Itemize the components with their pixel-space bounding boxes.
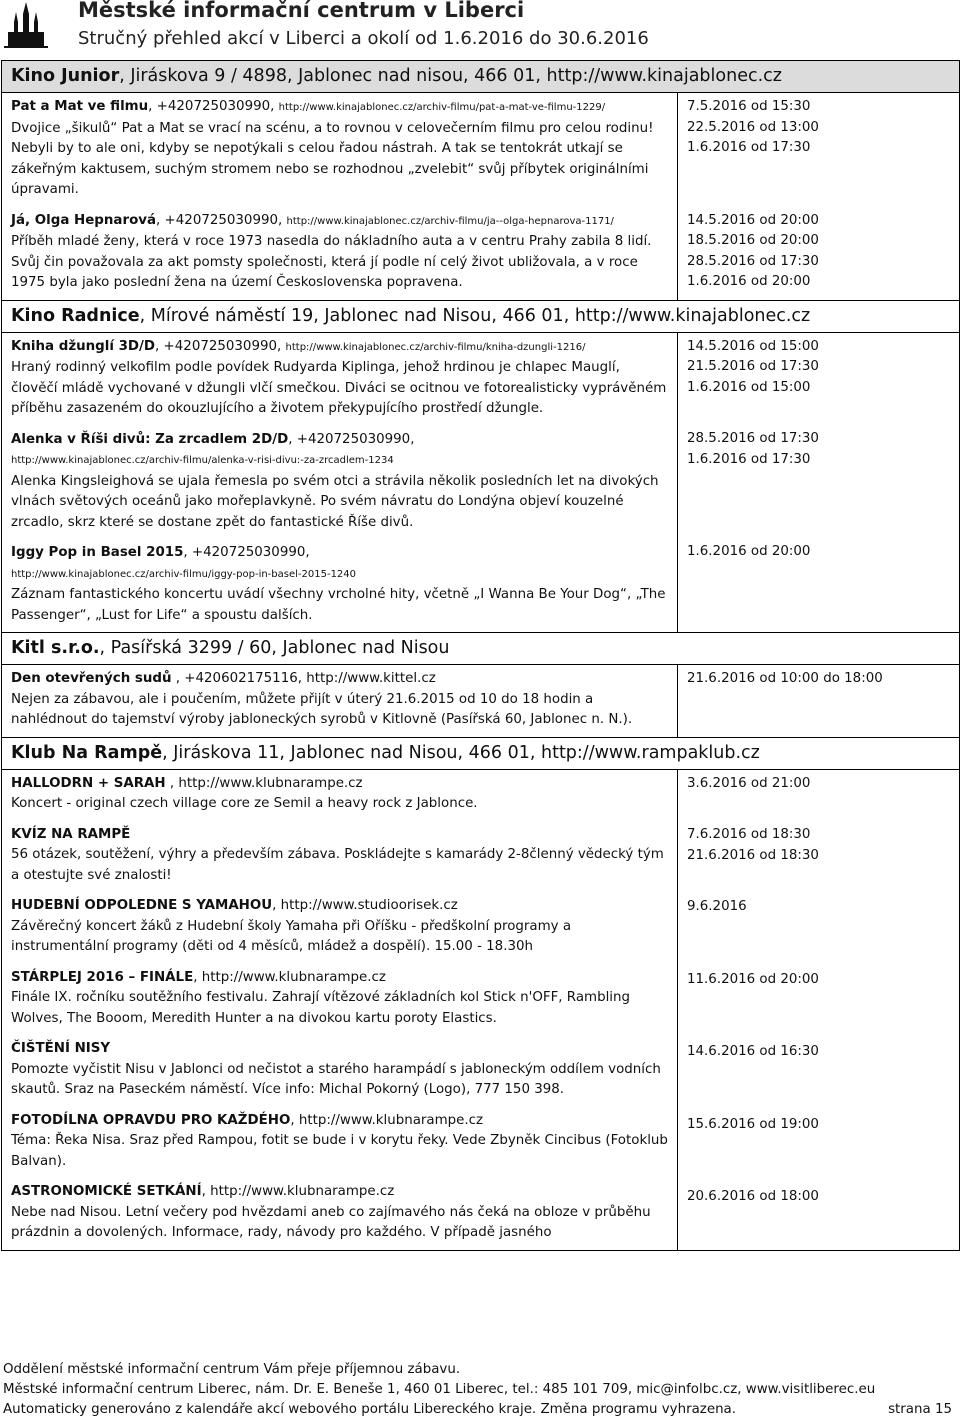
event-description: Koncert - original czech village core ze Semil a heavy rock z Jablonce. (11, 796, 478, 811)
event-link[interactable]: http://www.kinajablonec.cz/archiv-filmu/ja--olga-hepnarova-1171/ (286, 215, 614, 227)
event-description: Téma: Řeka Nisa. Sraz před Rampou, fotit se bude i v korytu řeky. Vede Zbyněk Cincibus (Fotoklub Balvan). (11, 1133, 668, 1169)
event-date: 1.6.2016 od 17:30 (687, 451, 811, 467)
event-contact: , http://www.klubnarampe.cz (290, 1112, 484, 1128)
city-hall-logo-icon (4, 2, 48, 48)
event-date: 28.5.2016 od 17:30 (687, 431, 819, 446)
event-name: KVÍZ NA RAMPĚ (11, 826, 131, 842)
event-contact: , http://www.studioorisek.cz (272, 898, 458, 913)
event-name: HUDEBNÍ ODPOLEDNE S YAMAHOU (11, 898, 273, 913)
venue-name: Kino Radnice (11, 305, 140, 326)
event-date: 7.6.2016 od 18:30 (687, 827, 811, 842)
event-item (11, 896, 669, 958)
event-name: Iggy Pop in Basel 2015 (11, 545, 184, 560)
event-date: 18.5.2016 od 20:00 (687, 233, 819, 248)
event-dates (687, 897, 959, 918)
event-item (11, 211, 669, 294)
event-description: Nejen za zábavou, ale i poučením, můžete přijít v úterý 21.6.2015 od 10 do 18 hodin a nahlédnout do tajemství výroby jabloneckých syrobů v Kitlovně (Pasířská 60, Jablonec n. N.). (11, 691, 633, 727)
event-link[interactable]: http://www.kinajablonec.cz/archiv-filmu/pat-a-mat-ve-filmu-1229/ (278, 102, 606, 113)
venue-header (2, 738, 959, 770)
event-link[interactable]: http://www.kinajablonec.cz/archiv-filmu/alenka-v-risi-divu:-za-zrcadlem-1234 (11, 455, 394, 466)
event-date: 9.6.2016 (687, 899, 747, 914)
venue-events-row (2, 665, 959, 738)
venue-address: , Jiráskova 11, Jablonec nad Nisou, 466 01, http://www.rampaklub.cz (162, 742, 760, 763)
venue-address: , Pasířská 3299 / 60, Jablonec nad Nisou (99, 638, 450, 658)
event-name: ČIŠTĚNÍ NISY (11, 1041, 111, 1056)
event-description: Příběh mladé ženy, která v roce 1973 nasedla do nákladního auta a v centru Prahy zabila 8 lidí. Svůj čin považovala za akt pomsty společnosti, která jí podle ní celý život ubližovala, a v roce 1975 byla jako poslední žena na území Československa popravena. (11, 234, 652, 290)
event-date: 14.6.2016 od 16:30 (687, 1044, 819, 1059)
event-item (11, 337, 669, 420)
page-number: strana 15 (888, 1402, 952, 1417)
page-footer (3, 1360, 958, 1420)
event-description: Pomozte vyčistit Nisu v Jablonci od nečistot a starého harampádí s jabloneckým oddílem vodních skautů. Sraz na Paseckém náměstí. Více info: Michal Pokorný (Logo), 777 150 398. (11, 1061, 661, 1097)
event-contact: , +420725030990, (156, 212, 287, 228)
venue-header (2, 61, 959, 93)
events-table (1, 60, 960, 1251)
event-date: 1.6.2016 od 20:00 (687, 544, 811, 559)
event-date: 1.6.2016 od 20:00 (687, 274, 811, 289)
event-contact: , http://www.klubnarampe.cz (193, 969, 386, 985)
event-dates (687, 825, 959, 866)
event-name: Den otevřených sudů (11, 671, 172, 686)
event-date: 28.5.2016 od 17:30 (687, 253, 819, 269)
event-name: Pat a Mat ve filmu (11, 99, 149, 114)
event-item (11, 1111, 669, 1173)
venue-name: Klub Na Rampě (11, 742, 163, 763)
event-name: Kniha džunglí 3D/D (11, 338, 156, 354)
event-description: Závěrečný koncert žáků z Hudební školy Yamaha při Oříšku - předškolní programy a instrumentální programy (děti od 4 měsíců, mládež a dospělí). 15.00 - 18.30h (11, 918, 572, 954)
event-dates (687, 970, 959, 991)
event-dates (687, 97, 959, 159)
event-date: 7.5.2016 od 15:30 (687, 99, 811, 114)
event-description: Nebe nad Nisou. Letní večery pod hvězdami aneb co zajímavého nás čeká na obloze v průběhu prázdnin a dovolených. Informace, rady, návody pro každého. V případě jasného (11, 1204, 651, 1240)
event-date: 11.6.2016 od 20:00 (687, 971, 819, 987)
event-date: 22.5.2016 od 13:00 (687, 119, 819, 135)
venue-header (2, 301, 959, 333)
venue-events-row (2, 93, 959, 301)
event-contact: , +420725030990, (148, 99, 279, 114)
footer-disclaimer: Automaticky generováno z kalendáře akcí webového portálu Libereckého kraje. Změna programu vyhrazena. (3, 1402, 737, 1417)
event-dates (687, 542, 959, 563)
venue-name: Kino Junior (11, 66, 120, 86)
event-description: Alenka Kingsleighová se ujala řemesla po svém otci a strávila několik posledních let na divokých vlnách světových oceánů jako mořeplavkyně. Po svém návratu do Londýna objeví kouzelné zrcadlo, skrz které se dostane zpět do fantastické Říše divů. (11, 473, 659, 530)
event-date: 14.5.2016 od 15:00 (687, 338, 819, 354)
event-dates (687, 774, 959, 795)
event-date: 15.6.2016 od 19:00 (687, 1116, 819, 1132)
event-contact: , http://www.klubnarampe.cz (165, 775, 363, 791)
event-item (11, 543, 669, 626)
event-name: Já, Olga Hepnarová (11, 212, 157, 228)
venue-name: Kitl s.r.o. (11, 638, 100, 658)
event-date: 21.6.2016 od 18:30 (687, 847, 819, 863)
page-subtitle: Stručný přehled akcí v Liberci a okolí od 1.6.2016 do 30.6.2016 (78, 28, 649, 49)
event-dates (687, 429, 959, 470)
event-item (11, 825, 669, 887)
event-item (11, 97, 669, 201)
event-item (11, 1039, 669, 1101)
event-description: 56 otázek, soutěžení, výhry a především zábava. Poskládejte s kamarády 2-8členný vědecký tým a otestujte své znalosti! (11, 847, 664, 883)
venue-address: , Jiráskova 9 / 4898, Jablonec nad nisou, 466 01, http://www.kinajablonec.cz (119, 66, 782, 86)
event-name: ASTRONOMICKÉ SETKÁNÍ (11, 1184, 202, 1199)
event-name: Alenka v Říši divů: Za zrcadlem 2D/D (11, 431, 289, 447)
event-date: 1.6.2016 od 15:00 (687, 379, 811, 395)
event-description: Dvojice „šikulů“ Pat a Mat se vrací na scénu, a to rovnou v celovečerním filmu pro celou rodinu! Nebyli by to ale oni, kdyby se nepotýkali s celou řadou nástrah. A tak se tentokrát utkají se zákeřným kaktusem, suchým stromem nebo se rozhodnou „zvelebit“ svůj příbytek originálními úpravami. (11, 120, 654, 197)
event-contact: , +420725030990, (155, 338, 286, 354)
event-contact: , http://www.klubnarampe.cz (201, 1184, 395, 1199)
event-description: Finále IX. ročníku soutěžního festivalu. Zahrají vítězové základních kol Stick n'OFF, Rambling Wolves, The Booom, Meredith Hunter a na divokou kartu poroty Elastics. (11, 990, 630, 1026)
event-dates (687, 337, 959, 399)
event-dates (687, 1187, 959, 1208)
event-dates (687, 669, 959, 690)
event-contact: , +420602175116, http://www.kittel.cz (171, 671, 436, 686)
event-dates (687, 1115, 959, 1136)
venue-header (2, 633, 959, 665)
event-dates (687, 211, 959, 293)
event-date: 1.6.2016 od 17:30 (687, 140, 811, 155)
event-item (11, 1182, 669, 1244)
event-description: Záznam fantastického koncertu uvádí všechny vrcholné hity, včetně „I Wanna Be Your Dog“, „The Passenger“, „Lust for Life“ a spoustu dalších. (11, 587, 666, 623)
event-date: 20.6.2016 od 18:00 (687, 1189, 819, 1204)
event-item (11, 774, 669, 815)
event-date: 3.6.2016 od 21:00 (687, 775, 811, 791)
footer-greeting: Oddělení městské informační centrum Vám přeje příjemnou zábavu. (3, 1362, 461, 1377)
event-date: 21.6.2016 od 10:00 do 18:00 (687, 671, 883, 686)
event-name: STÁRPLEJ 2016 – FINÁLE (11, 969, 194, 985)
event-link[interactable]: http://www.kinajablonec.cz/archiv-filmu/iggy-pop-in-basel-2015-1240 (11, 568, 357, 580)
venue-events-row (2, 333, 959, 634)
event-contact: , +420725030990, (288, 431, 415, 447)
venue-events-row (2, 770, 959, 1250)
event-name: FOTODÍLNA OPRAVDU PRO KAŽDÉHO (11, 1112, 291, 1128)
venue-address: , Mírové náměstí 19, Jablonec nad Nisou, 466 01, http://www.kinajablonec.cz (139, 305, 811, 326)
event-description: Hraný rodinný velkofilm podle povídek Rudyarda Kiplinga, jehož hrdinou je chlapec Mauglí, člověčí mládě vychované v džungli vlčí smečkou. Diváci se ocitnou ve fotorealisticky vyprávěném příběhu zasazeném do okouzlujícího a životem překypujícího prostředí džungle. (11, 360, 667, 416)
event-item (11, 669, 669, 731)
page-header (0, 0, 960, 56)
event-date: 14.5.2016 od 20:00 (687, 212, 819, 228)
event-link[interactable]: http://www.kinajablonec.cz/archiv-filmu/kniha-dzungli-1216/ (285, 341, 586, 353)
event-name: HALLODRN + SARAH (11, 775, 166, 791)
page-title: Městské informační centrum v Liberci (78, 0, 525, 22)
event-dates (687, 1042, 959, 1063)
event-item (11, 968, 669, 1030)
footer-contact: Městské informační centrum Liberec, nám. Dr. E. Beneše 1, 460 01 Liberec, tel.: 485 101 709, mic@infolbc.cz, www.visitliberec.eu (3, 1382, 876, 1397)
event-item (11, 430, 669, 534)
event-date: 21.5.2016 od 17:30 (687, 359, 819, 374)
event-contact: , +420725030990, (183, 545, 310, 560)
